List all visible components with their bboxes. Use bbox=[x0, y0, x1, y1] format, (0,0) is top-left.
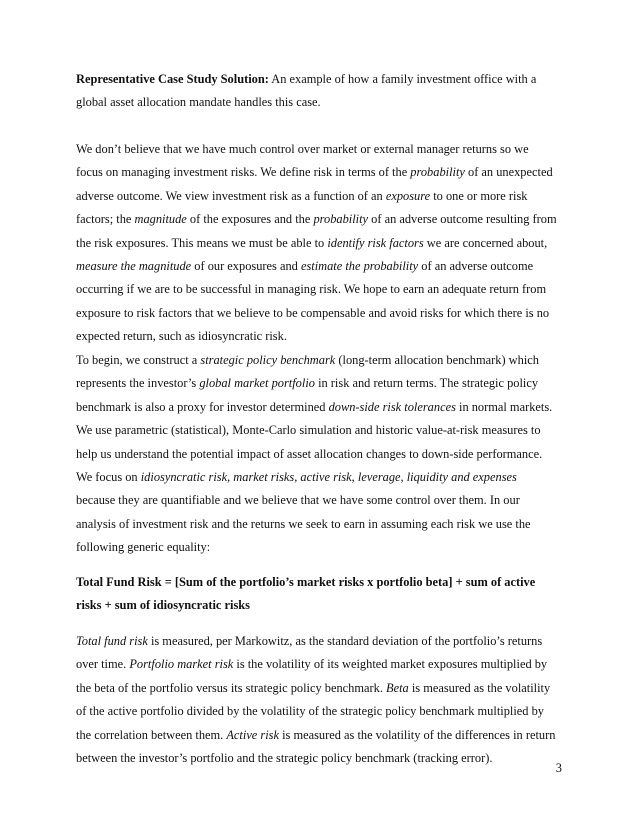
text-run: benchmark is also a proxy for investor determined bbox=[76, 399, 329, 414]
paragraph-total-fund-risk-equation bbox=[76, 571, 562, 618]
text-line bbox=[76, 513, 562, 536]
text-line bbox=[76, 302, 562, 325]
text-run: exposure to risk factors that we believe to be compensable and avoid risks for which there is no bbox=[76, 305, 550, 320]
text-run: of an adverse outcome bbox=[418, 259, 534, 274]
italic-text: Beta bbox=[386, 680, 409, 695]
paragraph-strategic-benchmark bbox=[76, 349, 562, 560]
text-run: analysis of investment risk and the returns we seek to earn in assuming each risk we use the bbox=[76, 516, 531, 531]
text-line bbox=[76, 138, 562, 161]
italic-text: down-side risk tolerances bbox=[328, 399, 456, 414]
text-run: An example of how a family investment office with a bbox=[268, 72, 537, 86]
text-line bbox=[76, 68, 562, 91]
text-line bbox=[76, 325, 562, 348]
text-run: between the investor’s portfolio and the strategic policy benchmark (tracking error). bbox=[76, 751, 493, 766]
italic-text: Active risk bbox=[226, 727, 279, 742]
text-line bbox=[76, 185, 562, 208]
text-run: focus on managing investment risks. We define risk in terms of the bbox=[76, 165, 411, 180]
text-line bbox=[76, 372, 562, 395]
text-line bbox=[76, 161, 562, 184]
text-line bbox=[76, 349, 562, 372]
italic-text: estimate the probability bbox=[300, 259, 419, 274]
text-run: is measured as the volatility of the differences in return bbox=[279, 727, 556, 742]
text-run: because they are quantifiable and we believe that we have some control over them. In our bbox=[76, 493, 520, 508]
text-line bbox=[76, 419, 562, 442]
text-line bbox=[76, 443, 562, 466]
text-run: to one or more risk bbox=[430, 188, 528, 203]
text-line bbox=[76, 278, 562, 301]
text-run: To begin, we construct a bbox=[76, 353, 201, 367]
text-line bbox=[76, 255, 562, 278]
text-run: adverse outcome. We view investment risk as a function of an bbox=[76, 188, 386, 203]
italic-text: magnitude bbox=[134, 212, 187, 227]
text-run: in risk and return terms. The strategic policy bbox=[314, 376, 539, 391]
text-run: We use parametric (statistical), Monte-Carlo simulation and historic value-at-risk measures to bbox=[76, 423, 541, 438]
italic-text: identify risk factors bbox=[327, 235, 424, 250]
text-run: of the active portfolio divided by the volatility of the strategic policy benchmark multiplied by bbox=[76, 704, 544, 719]
bold-text: risks + sum of idiosyncratic risks bbox=[76, 598, 251, 613]
bold-text: Representative Case Study Solution: bbox=[76, 72, 269, 86]
text-run: following generic equality: bbox=[76, 540, 211, 555]
text-run: the risk exposures. This means we must be able to bbox=[76, 235, 328, 250]
italic-text: Total fund risk bbox=[76, 634, 148, 648]
text-line bbox=[76, 208, 562, 231]
text-line bbox=[76, 653, 562, 676]
text-line bbox=[76, 700, 562, 723]
text-line bbox=[76, 466, 562, 489]
text-run: We don’t believe that we have much control over market or external manager returns so we bbox=[76, 142, 529, 156]
text-line bbox=[76, 536, 562, 559]
text-run: the beta of the portfolio versus its strategic policy benchmark. bbox=[76, 680, 387, 695]
text-run: is the volatility of its weighted market exposures multiplied by bbox=[233, 657, 548, 672]
bold-text: Total Fund Risk = [Sum of the portfolio’s market risks x portfolio beta] + sum of active bbox=[76, 575, 536, 589]
text-run: of our exposures and bbox=[191, 259, 301, 274]
text-line bbox=[76, 571, 562, 594]
text-run: We focus on bbox=[76, 470, 141, 485]
text-line bbox=[76, 594, 562, 617]
text-line bbox=[76, 232, 562, 255]
italic-text: probability bbox=[313, 212, 369, 227]
paragraph-risk-philosophy bbox=[76, 138, 562, 349]
text-line bbox=[76, 724, 562, 747]
text-run: is measured, per Markowitz, as the standard deviation of the portfolio’s returns bbox=[147, 634, 543, 648]
text-line bbox=[76, 630, 562, 653]
italic-text: idiosyncratic risk, market risks, active risk, leverage, liquidity and expenses bbox=[140, 470, 517, 485]
text-run: help us understand the potential impact of asset allocation changes to down-side performance. bbox=[76, 446, 543, 461]
text-run: over time. bbox=[76, 657, 130, 672]
text-run: we are concerned about, bbox=[423, 235, 548, 250]
text-run: global asset allocation mandate handles this case. bbox=[76, 95, 321, 110]
text-run: represents the investor’s bbox=[76, 376, 200, 391]
text-run: factors; the bbox=[76, 212, 135, 227]
text-line bbox=[76, 677, 562, 700]
text-line bbox=[76, 489, 562, 512]
text-line bbox=[76, 396, 562, 419]
text-run: of an unexpected bbox=[464, 165, 553, 180]
text-line bbox=[76, 747, 562, 770]
text-run: of the exposures and the bbox=[186, 212, 314, 227]
page-number: 3 bbox=[555, 761, 562, 775]
text-run: occurring if we are to be successful in managing risk. We hope to earn an adequate return from bbox=[76, 282, 547, 297]
italic-text: strategic policy benchmark bbox=[200, 353, 336, 367]
text-run: (long-term allocation benchmark) which bbox=[335, 353, 539, 367]
italic-text: measure the magnitude bbox=[76, 259, 192, 274]
italic-text: Portfolio market risk bbox=[129, 657, 234, 672]
italic-text: exposure bbox=[385, 188, 431, 203]
text-run: the correlation between them. bbox=[76, 727, 227, 742]
text-run: in normal markets. bbox=[455, 399, 553, 414]
text-run: of an adverse outcome resulting from bbox=[368, 212, 557, 227]
text-line bbox=[76, 91, 562, 114]
text-run: expected return, such as idiosyncratic risk. bbox=[76, 329, 287, 344]
paragraph-risk-definitions bbox=[76, 630, 562, 770]
paragraph-case-study-heading bbox=[76, 68, 562, 115]
italic-text: global market portfolio bbox=[199, 376, 315, 391]
text-run: is measured as the volatility bbox=[408, 680, 551, 695]
italic-text: probability bbox=[410, 165, 465, 180]
